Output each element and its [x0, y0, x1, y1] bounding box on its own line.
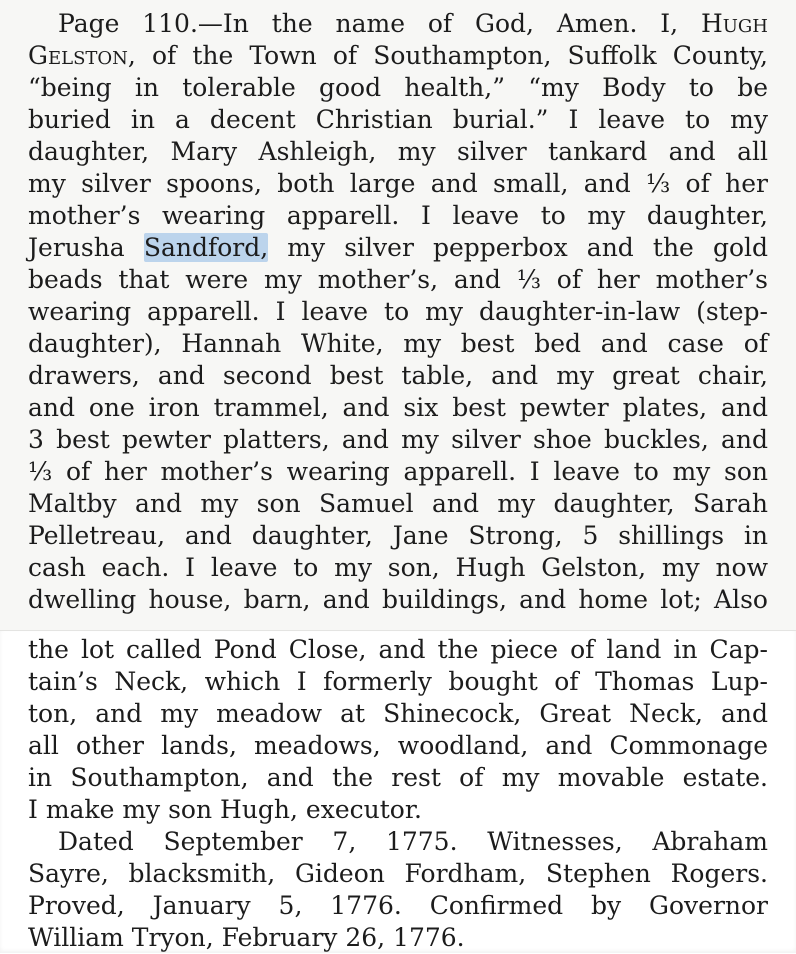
text-line: wearing apparell. I leave to my daughter-in-law (step- [28, 297, 768, 326]
text-line: 3 best pewter platters, and my silver shoe buckles, and [28, 425, 768, 454]
text-line: Dated September 7, 1775. Witnesses, Abraham [58, 827, 768, 856]
text-line: “being in tolerable good health,” “my Body to be [28, 73, 768, 102]
text-line: Proved, January 5, 1776. Confirmed by Governor [28, 891, 768, 920]
text-line: William Tryon, February 26, 1776. [28, 923, 465, 952]
will-text-bottom [28, 634, 768, 954]
text-line: I make my son Hugh, executor. [28, 795, 422, 824]
will-text-top [28, 8, 768, 616]
text-line: and one iron trammel, and six best pewter plates, and [28, 393, 768, 422]
text-line: my silver spoons, both large and small, and ⅓ of her [28, 169, 768, 198]
text-line: tain’s Neck, which I formerly bought of Thomas Lup- [28, 667, 768, 696]
text-line: daughter), Hannah White, my best bed and case of [28, 329, 768, 358]
text-line: Sayre, blacksmith, Gideon Fordham, Stephen Rogers. [28, 859, 768, 888]
text-line: the lot called Pond Close, and the piece of land in Cap- [28, 635, 768, 664]
text-line: cash each. I leave to my son, Hugh Gelston, my now [28, 553, 768, 582]
text-line: Pelletreau, and daughter, Jane Strong, 5 shillings in [28, 521, 768, 550]
text-line: all other lands, meadows, woodland, and Commonage [28, 731, 768, 760]
text-line: daughter, Mary Ashleigh, my silver tankard and all [28, 137, 768, 166]
text-line: drawers, and second best table, and my great chair, [28, 361, 768, 390]
text-line: dwelling house, barn, and buildings, and home lot; Also [28, 585, 768, 614]
highlighted-word[interactable]: Sandford, [143, 233, 269, 262]
text-line: Page 110.—In the name of God, Amen. I, Hugh [58, 9, 768, 38]
text-line: buried in a decent Christian burial.” I leave to my [28, 105, 768, 134]
text-line: mother’s wearing apparell. I leave to my daughter, [28, 201, 768, 230]
testator-last-name: Gelston, [28, 41, 136, 70]
text-line: Gelston, of the Town of Southampton, Suffolk County, [28, 41, 768, 70]
text-line: Jerusha Sandford, my silver pepperbox and the gold [28, 233, 769, 262]
text-line: in Southampton, and the rest of my movable estate. [28, 763, 768, 792]
text-line: ⅓ of her mother’s wearing apparell. I leave to my son [28, 457, 768, 486]
text-line: ton, and my meadow at Shinecock, Great Neck, and [28, 699, 768, 728]
text-line: Maltby and my son Samuel and my daughter, Sarah [28, 489, 768, 518]
text-line: beads that were my mother’s, and ⅓ of her mother’s [28, 265, 768, 294]
testator-first-name: Hugh [700, 9, 768, 38]
